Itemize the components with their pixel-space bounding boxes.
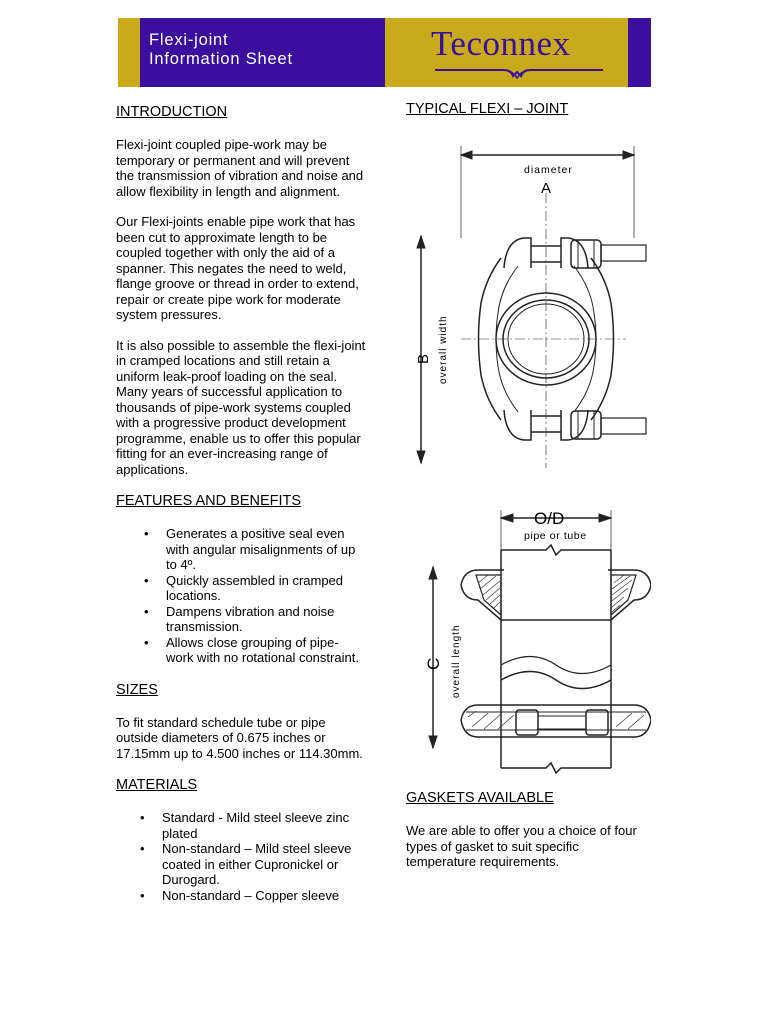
header-title-line2: Information Sheet <box>149 50 293 68</box>
header-banner <box>118 18 651 87</box>
flexi-joint-side-view-diagram <box>406 505 651 775</box>
features-list-item: • Generates a positive seal even with angular misalignments of up to 4º. <box>166 526 366 573</box>
materials-heading: MATERIALS <box>116 777 198 793</box>
introduction-heading: INTRODUCTION <box>116 104 228 120</box>
left-column <box>116 104 366 903</box>
features-heading: FEATURES AND BENEFITS <box>116 493 302 509</box>
header-title-line1: Flexi-joint <box>149 31 229 49</box>
label-pipe-or-tube: pipe or tube <box>524 530 587 542</box>
features-list-item: • Allows close grouping of pipe-work with no rotational constraint. <box>166 635 366 666</box>
label-c: C <box>424 657 443 670</box>
sizes-heading: SIZES <box>116 681 158 698</box>
typical-flexi-joint-heading: TYPICAL FLEXI – JOINT <box>406 101 569 117</box>
company-logo: Teconnex <box>431 24 571 63</box>
gaskets-heading: GASKETS AVAILABLE <box>406 790 554 806</box>
label-overall-length: overall length <box>451 624 462 698</box>
gaskets-section <box>406 790 646 870</box>
header-gold-band-left <box>118 18 140 87</box>
materials-list <box>116 810 366 903</box>
materials-list-item: • Standard - Mild steel sleeve zinc plated <box>162 810 366 841</box>
features-list-item: • Dampens vibration and noise transmission. <box>166 604 366 635</box>
header-title <box>149 31 293 69</box>
flexi-joint-end-view-diagram <box>406 138 651 473</box>
label-b: B <box>415 353 432 364</box>
materials-list-item: • Non-standard – Mild steel sleeve coated in either Cupronickel or Durogard. <box>162 841 366 888</box>
intro-paragraph-3: It is also possible to assemble the flexi-joint in cramped locations and still retain a uniform leak-proof loading on the seal. Many years of successful application to thousands of pipe-work systems coupled with a progressive product development programme, enable us to offer this popular fitting for an ever-increasing range of applications. <box>116 337 366 477</box>
intro-paragraph-2: Our Flexi-joints enable pipe work that has been cut to approximate length to be coupled together with only the aid of a spanner. This negates the need to weld, flange groove or thread in order to extend, repair or create pipe work for moderate system pressures. <box>116 214 359 322</box>
header-purple-end <box>628 18 651 87</box>
header-logo-block <box>385 18 628 87</box>
label-od: O/D <box>534 509 565 528</box>
features-list <box>116 526 366 666</box>
sizes-text: To fit standard schedule tube or pipe outside diameters of 0.675 inches or 17.15mm up to 4.500 inches or 114.30mm. <box>116 714 363 761</box>
materials-list-item: • Non-standard – Copper sleeve <box>162 888 366 904</box>
logo-swoosh-icon <box>433 66 605 80</box>
header-title-block <box>140 18 385 87</box>
gaskets-text: We are able to offer you a choice of four types of gasket to suit specific temperature requirements. <box>406 823 637 869</box>
label-diameter: diameter <box>524 164 573 176</box>
label-overall-width: overall width <box>438 315 449 384</box>
label-a: A <box>541 180 552 197</box>
features-list-item: • Quickly assembled in cramped locations. <box>166 573 366 604</box>
typical-section <box>406 101 646 118</box>
intro-paragraph-1: Flexi-joint coupled pipe-work may be temporary or permanent and will prevent the transmission of vibration and noise and allow flexibility in length and alignment. <box>116 137 364 199</box>
